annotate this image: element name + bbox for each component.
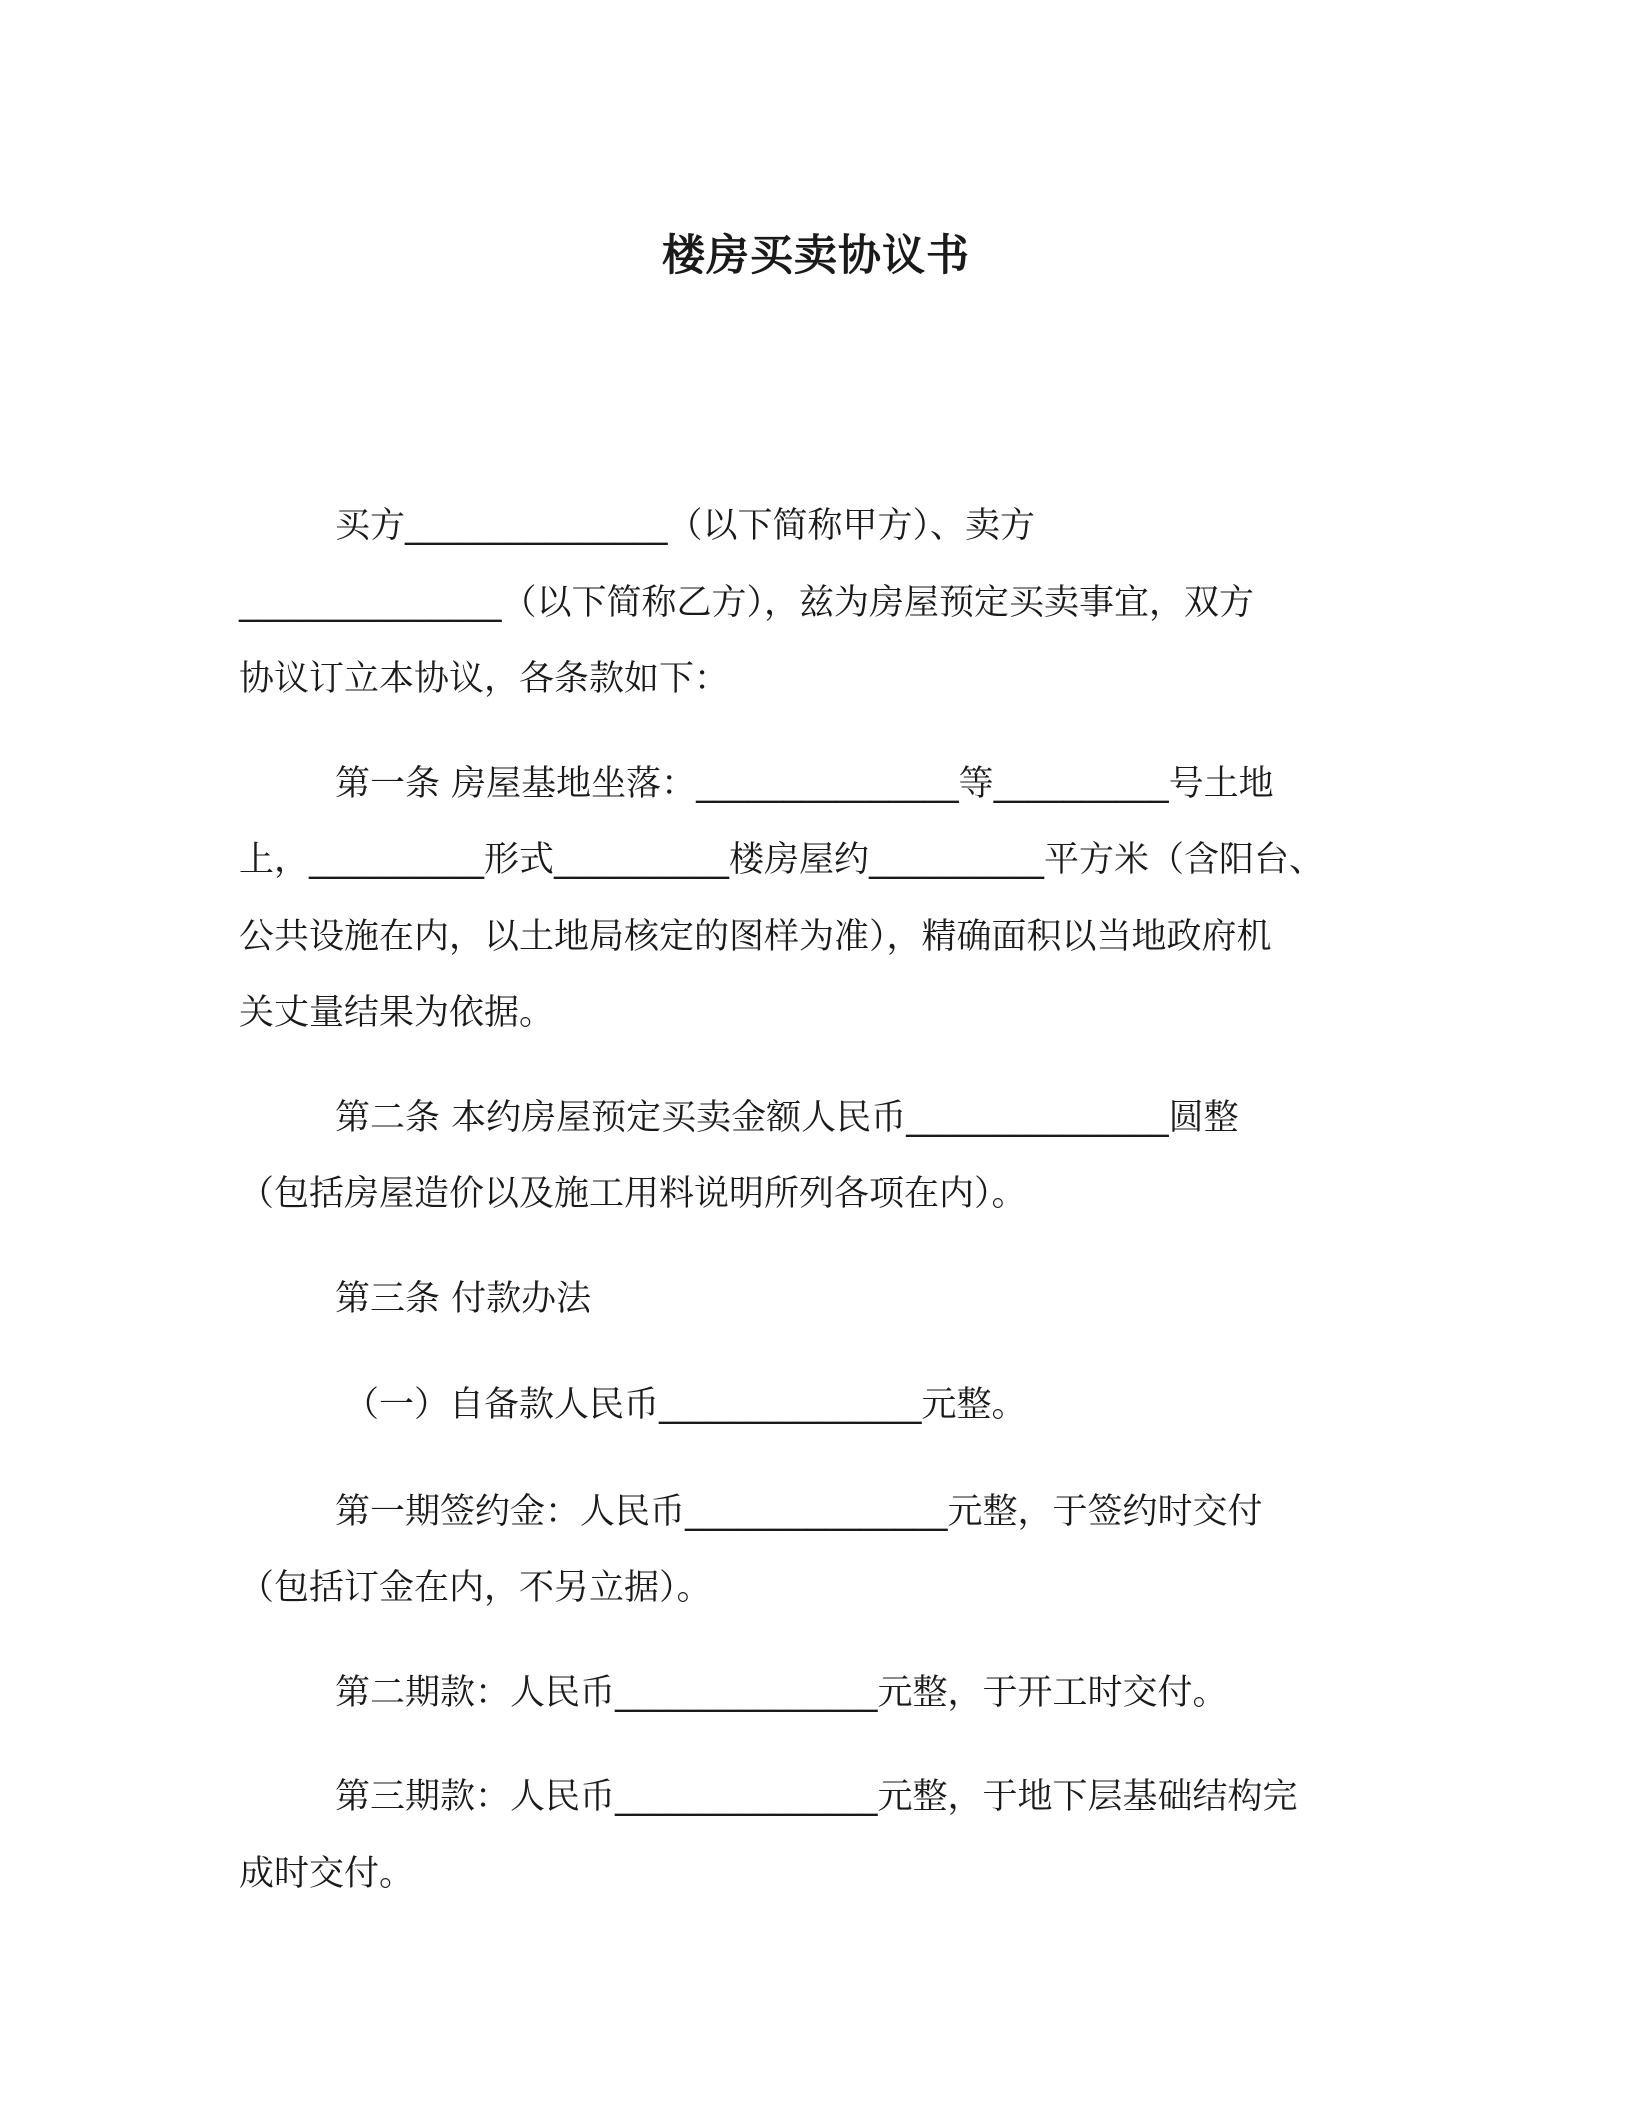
article-1-line-3: 公共设施在内，以土地局核定的图样为准），精确面积以当地政府机 (239, 916, 1272, 957)
article-1-line-2: 上，__________形式__________楼房屋约__________平方米（含阳台、 (239, 840, 1325, 880)
payment-own-funds: （一）自备款人民币_______________元整。 (344, 1385, 1027, 1425)
payment-stage-3-line-2: 成时交付。 (239, 1853, 415, 1894)
payment-stage-3-line-1: 第三期款：人民币_______________元整，于地下层基础结构完 (335, 1777, 1298, 1817)
article-1-line-4: 关丈量结果为依据。 (239, 993, 555, 1033)
article-2-line-2: （包括房屋造价以及施工用料说明所列各项在内）。 (239, 1174, 1027, 1214)
article-2-line-1: 第二条 本约房屋预定买卖金额人民币_______________圆整 (335, 1097, 1239, 1138)
article-1-line-1: 第一条 房屋基地坐落：_______________等__________号土地 (335, 763, 1274, 804)
article-3-heading: 第三条 付款办法 (335, 1278, 592, 1319)
payment-stage-1-line-2: （包括订金在内，不另立据）。 (239, 1568, 712, 1608)
paragraph-parties-line-2: _______________（以下简称乙方），兹为房屋预定买卖事宜，双方 (239, 582, 1255, 623)
paragraph-parties-line-1: 买方_______________（以下简称甲方）、卖方 (335, 506, 1036, 546)
payment-stage-1-line-1: 第一期签约金：人民币_______________元整，于签约时交付 (335, 1491, 1263, 1532)
document-body (239, 488, 1389, 1912)
document-title: 楼房买卖协议书 (662, 231, 970, 281)
paragraph-parties-line-3: 协议订立本协议，各条款如下： (239, 659, 730, 699)
payment-stage-2: 第二期款：人民币_______________元整，于开工时交付。 (335, 1672, 1228, 1713)
